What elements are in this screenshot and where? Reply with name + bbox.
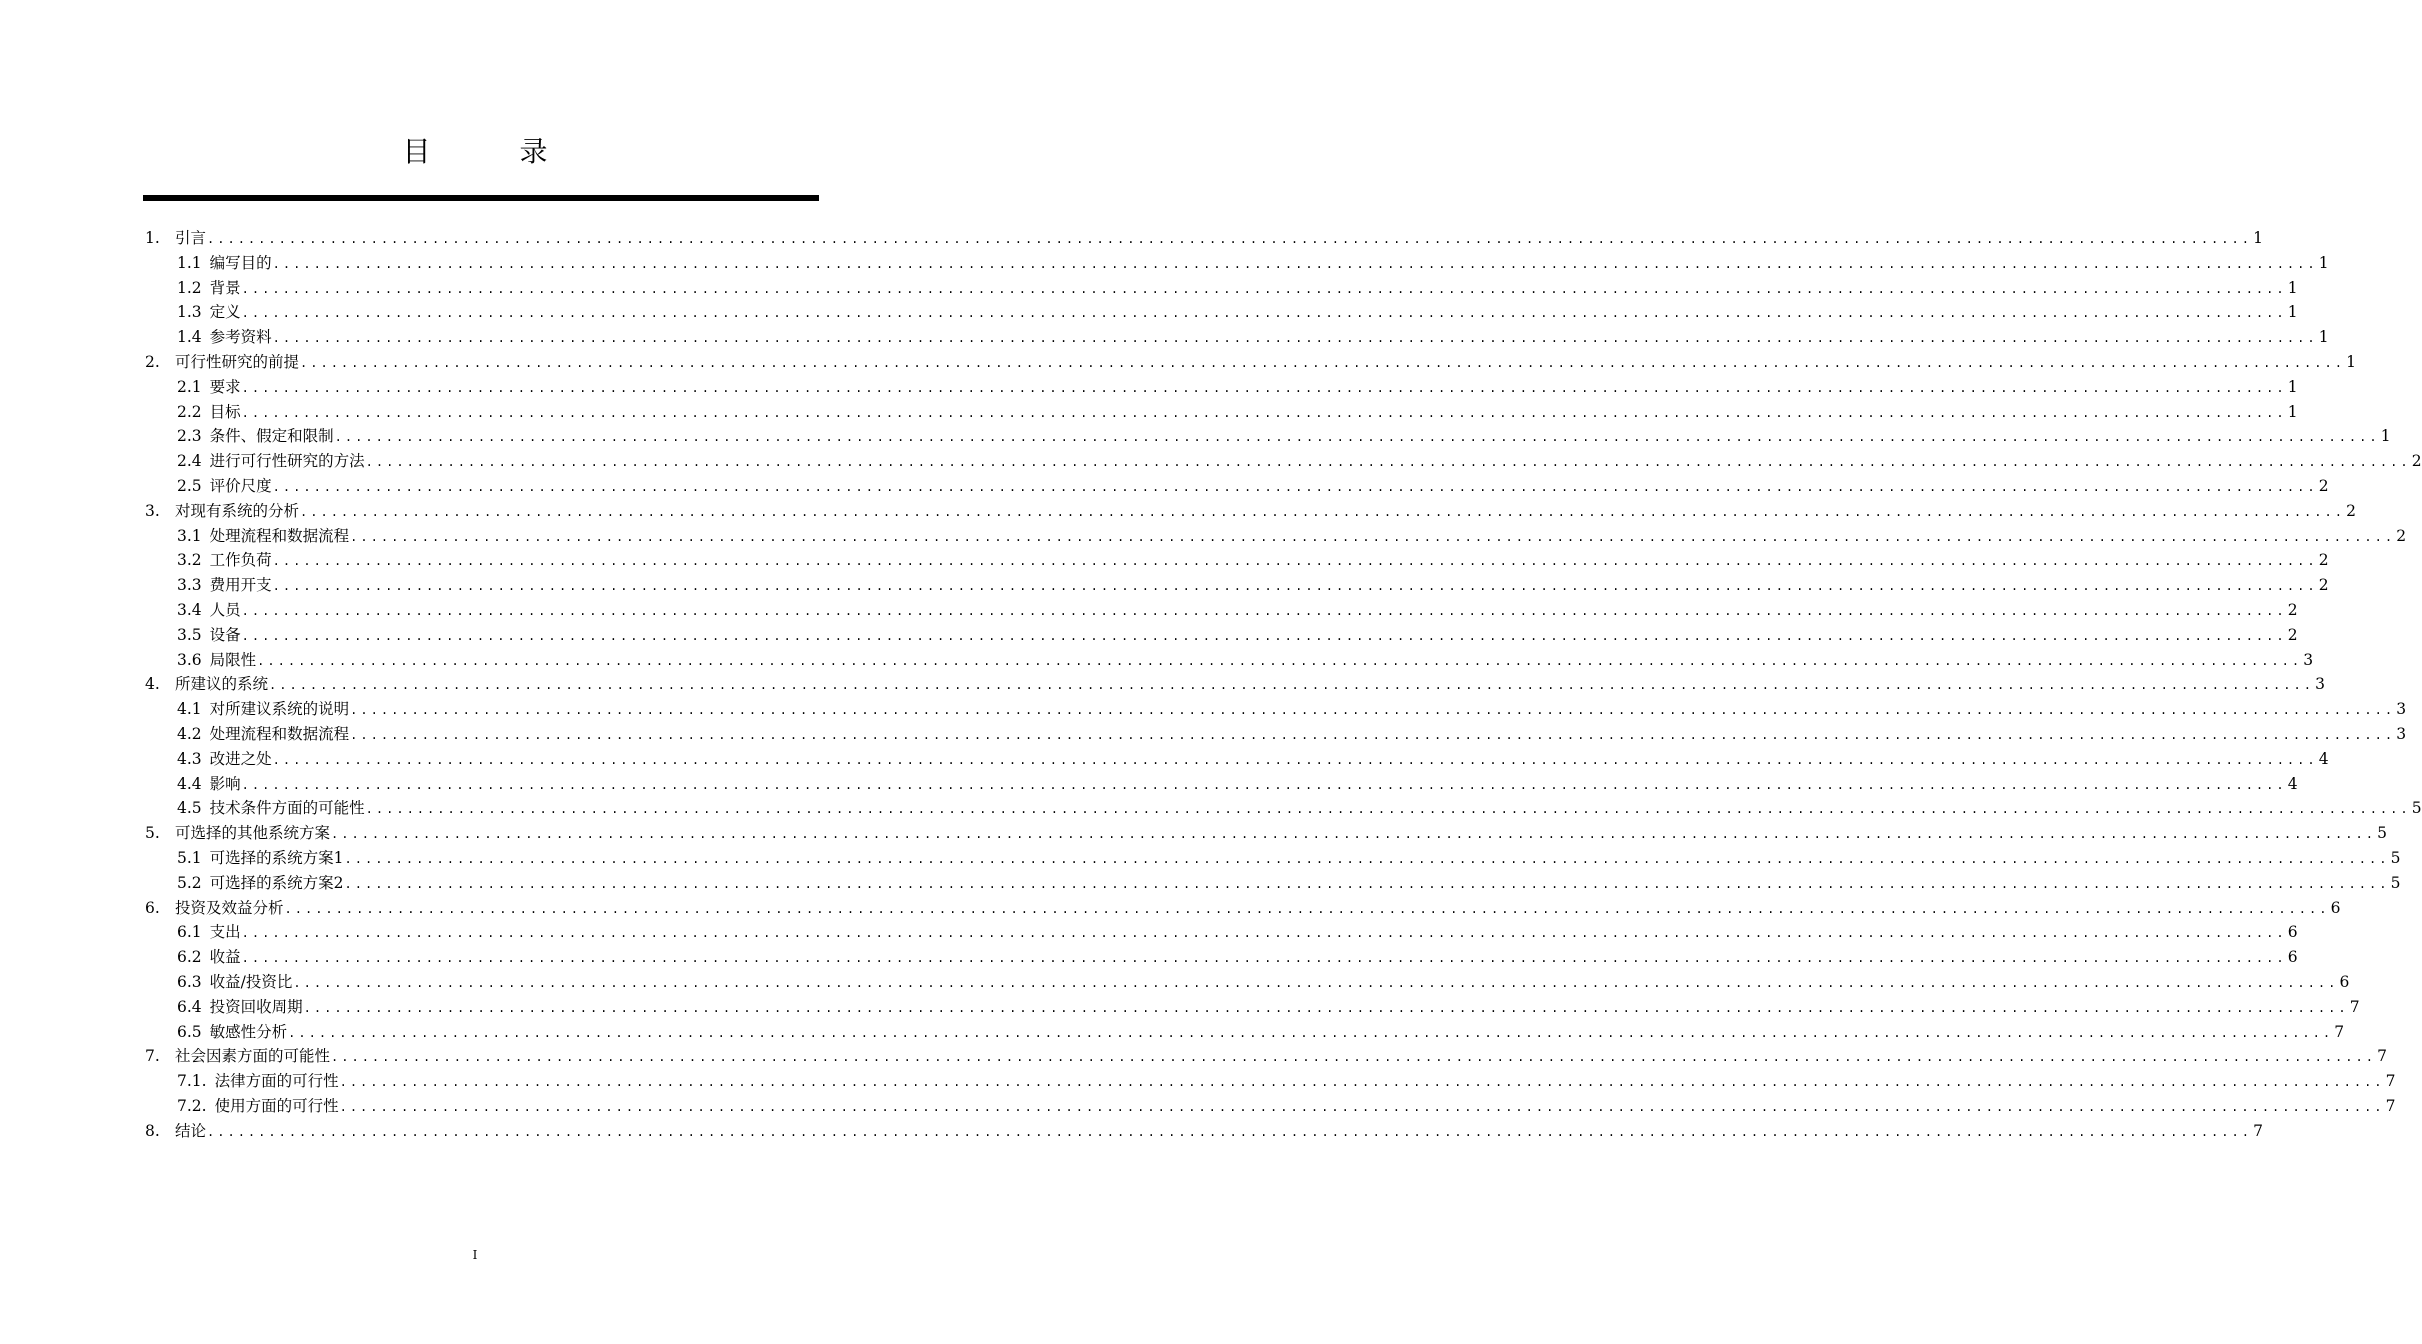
toc-entry[interactable] (145, 846, 2401, 871)
toc-entry-label: 可选择的系统方案1 (209, 848, 344, 867)
toc-entry-label: 投资回收周期 (209, 997, 303, 1016)
toc-entry-number: 3.3 (177, 576, 202, 595)
toc-entry-page: 6 (2339, 972, 2350, 991)
toc-entry-page: 2 (2396, 526, 2407, 545)
dot-leader: ........................................................................................................................................................................................................ (284, 901, 2330, 916)
page-number-footer: I (472, 1248, 478, 1262)
toc-entry-page: 1 (2287, 278, 2298, 297)
toc-entry[interactable] (145, 1044, 2387, 1069)
toc-entry[interactable] (145, 300, 2298, 325)
dot-leader: ........................................................................................................................................................................................................ (272, 331, 2318, 346)
toc-entry-number: 7. (145, 1047, 160, 1066)
toc-entry[interactable] (145, 1069, 2396, 1094)
toc-entry-page: 1 (2380, 427, 2391, 446)
toc-entry-page: 4 (2287, 774, 2298, 793)
dot-leader: ........................................................................................................................................................................................................ (241, 603, 2287, 618)
toc-entry-page: 1 (2287, 377, 2298, 396)
toc-entry-label: 结论 (175, 1121, 207, 1140)
toc-entry-label: 进行可行性研究的方法 (209, 452, 365, 471)
toc-entry-number: 1. (145, 229, 160, 247)
toc-entry-page: 1 (2287, 303, 2298, 322)
toc-entry-label: 评价尺度 (209, 476, 272, 495)
toc-entry[interactable] (145, 648, 2314, 673)
toc-entry-label: 影响 (209, 774, 241, 793)
page-title: 目 录 (402, 135, 588, 168)
toc-entry-label: 收益/投资比 (209, 972, 293, 991)
toc-entry-page: 7 (2253, 1121, 2263, 1140)
toc-entry-label: 局限性 (209, 650, 257, 669)
toc-entry-page: 3 (2396, 700, 2407, 719)
toc-entry-number: 2.5 (177, 476, 202, 495)
dot-leader: ........................................................................................................................................................................................................ (300, 355, 2345, 370)
toc-entry-number: 4.4 (177, 774, 202, 793)
toc-entry-label: 人员 (209, 600, 241, 619)
toc-entry-page: 7 (2385, 1072, 2396, 1091)
toc-entry-number: 2.3 (177, 427, 202, 446)
toc-entry-label: 处理流程和数据流程 (209, 526, 350, 545)
toc-entry-label: 参考资料 (209, 328, 272, 347)
toc-entry-page: 5 (2411, 799, 2422, 818)
toc-entry-page: 6 (2287, 923, 2298, 942)
dot-leader: ........................................................................................................................................................................................................ (241, 380, 2287, 395)
toc-entry-label: 社会因素方面的可能性 (175, 1047, 331, 1066)
toc-entry[interactable] (145, 1020, 2345, 1045)
toc-entry[interactable] (145, 350, 2356, 375)
dot-leader: ........................................................................................................................................................................................................ (272, 554, 2318, 569)
toc-entry[interactable] (145, 548, 2329, 573)
toc-entry[interactable] (145, 251, 2329, 276)
toc-entry-label: 所建议的系统 (175, 675, 269, 694)
toc-entry[interactable] (145, 970, 2350, 995)
toc-entry[interactable] (145, 697, 2407, 722)
toc-entry[interactable] (145, 821, 2387, 846)
dot-leader: ........................................................................................................................................................................................................ (334, 430, 2380, 445)
toc-entry-number: 2.4 (177, 452, 202, 471)
toc-entry-page: 7 (2334, 1022, 2345, 1041)
toc-entry-number: 4.5 (177, 799, 202, 818)
toc-entry-number: 3.5 (177, 625, 202, 644)
toc-entry-label: 敏感性分析 (209, 1022, 288, 1041)
toc-entry-page: 1 (2346, 352, 2356, 371)
toc-entry[interactable] (145, 499, 2356, 524)
toc-entry[interactable] (145, 400, 2298, 425)
toc-entry[interactable] (145, 623, 2298, 648)
toc-entry-page: 3 (2303, 650, 2314, 669)
toc-entry-page: 1 (2253, 229, 2263, 247)
toc-entry-number: 1.3 (177, 303, 202, 322)
toc-entry[interactable] (145, 276, 2298, 301)
toc-entry-number: 4.2 (177, 724, 202, 743)
dot-leader: ........................................................................................................................................................................................................ (272, 752, 2318, 767)
toc-entry-number: 3.2 (177, 551, 202, 570)
toc-entry-number: 6.2 (177, 948, 202, 967)
toc-entry-label: 投资及效益分析 (175, 898, 284, 917)
toc-entry-number: 1.2 (177, 278, 202, 297)
toc-entry[interactable] (145, 375, 2298, 400)
toc-entry-number: 7.1. (177, 1072, 207, 1091)
toc-entry[interactable] (145, 524, 2407, 549)
toc-entry-page: 2 (2318, 551, 2329, 570)
toc-entry-label: 改进之处 (209, 749, 272, 768)
dot-leader: ........................................................................................................................................................................................................ (241, 405, 2287, 420)
toc-entry[interactable] (145, 226, 2263, 251)
toc-entry-label: 可选择的系统方案2 (209, 873, 344, 892)
toc-entry[interactable] (145, 796, 2422, 821)
toc-entry-page: 2 (2346, 501, 2356, 520)
toc-entry-number: 2.2 (177, 402, 202, 421)
dot-leader: ........................................................................................................................................................................................................ (350, 727, 2396, 742)
toc-entry-number: 7.2. (177, 1096, 207, 1115)
toc-entry-page: 5 (2377, 824, 2387, 843)
toc-entry-label: 背景 (209, 278, 241, 297)
toc-entry-number: 2. (145, 352, 160, 371)
toc-entry-label: 工作负荷 (209, 551, 272, 570)
toc-entry-number: 6.3 (177, 972, 202, 991)
dot-leader: ........................................................................................................................................................................................................ (257, 653, 2303, 668)
toc-entry[interactable] (145, 598, 2298, 623)
toc-entry[interactable] (145, 449, 2422, 474)
dot-leader: ........................................................................................................................................................................................................ (241, 628, 2287, 643)
toc-entry-label: 可选择的其他系统方案 (175, 824, 331, 843)
toc-entry-page: 7 (2385, 1096, 2396, 1115)
dot-leader: ........................................................................................................................................................................................................ (288, 1025, 2334, 1040)
toc-entry[interactable] (145, 747, 2329, 772)
toc-entry-number: 6.5 (177, 1022, 202, 1041)
dot-leader: ........................................................................................................................................................................................................ (241, 306, 2287, 321)
toc-entry-page: 7 (2349, 997, 2360, 1016)
dot-leader: ........................................................................................................................................................................................................ (344, 876, 2390, 891)
toc-entry[interactable] (145, 474, 2329, 499)
dot-leader: ........................................................................................................................................................................................................ (350, 703, 2396, 718)
dot-leader: ........................................................................................................................................................................................................ (350, 529, 2396, 544)
toc-entry-label: 处理流程和数据流程 (209, 724, 350, 743)
toc-entry-number: 6.1 (177, 923, 202, 942)
toc-entry-page: 7 (2377, 1047, 2387, 1066)
toc-entry-page: 1 (2318, 328, 2329, 347)
toc-entry-number: 2.1 (177, 377, 202, 396)
toc-entry-label: 技术条件方面的可能性 (209, 799, 365, 818)
dot-leader: ........................................................................................................................................................................................................ (207, 232, 2252, 246)
table-of-contents (145, 226, 2422, 1143)
toc-entry[interactable] (145, 1119, 2263, 1144)
toc-entry-label: 定义 (209, 303, 241, 322)
toc-entry-page: 1 (2318, 253, 2329, 272)
dot-leader: ........................................................................................................................................................................................................ (241, 777, 2287, 792)
toc-entry-page: 2 (2411, 452, 2422, 471)
toc-entry-page: 5 (2390, 848, 2401, 867)
toc-entry-page: 6 (2287, 948, 2298, 967)
toc-entry-page: 2 (2287, 600, 2298, 619)
toc-entry[interactable] (145, 945, 2298, 970)
toc-entry-number: 6. (145, 898, 160, 917)
toc-entry[interactable] (145, 920, 2298, 945)
dot-leader: ........................................................................................................................................................................................................ (272, 479, 2318, 494)
toc-entry-number: 5.1 (177, 848, 202, 867)
toc-entry[interactable] (145, 325, 2329, 350)
toc-entry-number: 4.3 (177, 749, 202, 768)
dot-leader: ........................................................................................................................................................................................................ (331, 827, 2376, 842)
toc-entry-number: 1.1 (177, 253, 202, 272)
toc-entry-number: 3.1 (177, 526, 202, 545)
toc-entry-page: 6 (2330, 898, 2341, 917)
toc-entry[interactable] (145, 772, 2298, 797)
dot-leader: ........................................................................................................................................................................................................ (303, 1000, 2349, 1015)
toc-entry-number: 3. (145, 501, 160, 520)
dot-leader: ........................................................................................................................................................................................................ (365, 802, 2411, 817)
toc-entry-number: 8. (145, 1121, 160, 1140)
toc-entry-page: 3 (2315, 675, 2325, 694)
toc-entry[interactable] (145, 672, 2325, 697)
toc-entry-page: 2 (2318, 476, 2329, 495)
toc-entry[interactable] (145, 722, 2407, 747)
dot-leader: ........................................................................................................................................................................................................ (241, 281, 2287, 296)
toc-entry-page: 2 (2287, 625, 2298, 644)
toc-entry-number: 4. (145, 675, 160, 694)
toc-entry-number: 5. (145, 824, 160, 843)
toc-entry-label: 费用开支 (209, 576, 272, 595)
toc-entry-label: 法律方面的可行性 (214, 1072, 339, 1091)
toc-entry[interactable] (145, 424, 2391, 449)
dot-leader: ........................................................................................................................................................................................................ (272, 256, 2318, 271)
toc-entry-label: 编写目的 (209, 253, 272, 272)
toc-entry-label: 条件、假定和限制 (209, 427, 334, 446)
toc-entry-label: 设备 (209, 625, 241, 644)
toc-entry-page: 4 (2318, 749, 2329, 768)
toc-entry-label: 可行性研究的前提 (175, 352, 300, 371)
dot-leader: ........................................................................................................................................................................................................ (339, 1075, 2385, 1090)
toc-entry[interactable] (145, 1094, 2396, 1119)
toc-entry-number: 3.4 (177, 600, 202, 619)
toc-entry-label: 使用方面的可行性 (214, 1096, 339, 1115)
toc-entry-number: 3.6 (177, 650, 202, 669)
dot-leader: ........................................................................................................................................................................................................ (207, 1124, 2252, 1139)
toc-entry-number: 5.2 (177, 873, 202, 892)
toc-entry-page: 1 (2287, 402, 2298, 421)
toc-entry-label: 对现有系统的分析 (175, 501, 300, 520)
toc-entry[interactable] (145, 995, 2360, 1020)
toc-entry[interactable] (145, 871, 2401, 896)
toc-entry-page: 3 (2396, 724, 2407, 743)
dot-leader: ........................................................................................................................................................................................................ (241, 951, 2287, 966)
toc-entry-page: 5 (2390, 873, 2401, 892)
toc-entry-number: 6.4 (177, 997, 202, 1016)
dot-leader: ........................................................................................................................................................................................................ (339, 1099, 2385, 1114)
dot-leader: ........................................................................................................................................................................................................ (293, 975, 2339, 990)
toc-entry-label: 引言 (175, 229, 207, 247)
title-divider (143, 195, 819, 201)
toc-entry[interactable] (145, 896, 2341, 921)
dot-leader: ........................................................................................................................................................................................................ (241, 926, 2287, 941)
dot-leader: ........................................................................................................................................................................................................ (365, 455, 2411, 470)
toc-entry-number: 1.4 (177, 328, 202, 347)
toc-entry-label: 收益 (209, 948, 241, 967)
toc-entry-number: 4.1 (177, 700, 202, 719)
dot-leader: ........................................................................................................................................................................................................ (300, 504, 2345, 519)
toc-entry-label: 支出 (209, 923, 241, 942)
toc-entry-label: 要求 (209, 377, 241, 396)
toc-entry-page: 2 (2318, 576, 2329, 595)
toc-entry[interactable] (145, 573, 2329, 598)
toc-entry-label: 目标 (209, 402, 241, 421)
dot-leader: ........................................................................................................................................................................................................ (269, 678, 2314, 693)
dot-leader: ........................................................................................................................................................................................................ (344, 851, 2390, 866)
dot-leader: ........................................................................................................................................................................................................ (272, 579, 2318, 594)
dot-leader: ........................................................................................................................................................................................................ (331, 1050, 2376, 1065)
toc-entry-label: 对所建议系统的说明 (209, 700, 350, 719)
